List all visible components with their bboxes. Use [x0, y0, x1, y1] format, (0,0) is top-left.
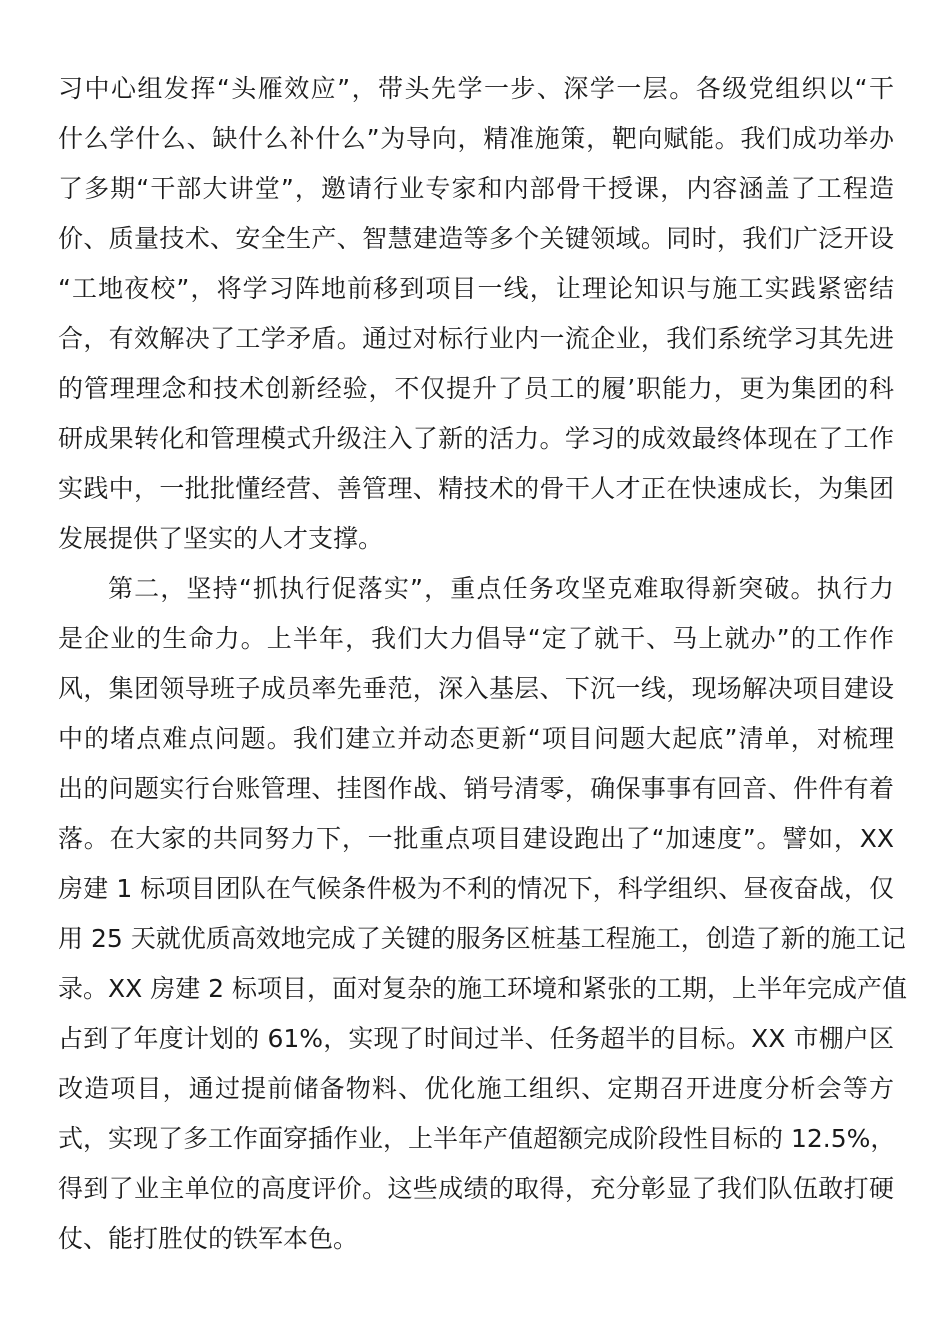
text-line: 的管理理念和技术创新经验，不仅提升了员工的履’职能力，更为集团的科: [58, 374, 894, 403]
text-line: 研成果转化和管理模式升级注入了新的活力。学习的成效最终体现在了工作: [58, 424, 894, 453]
text-line: 合，有效解决了工学矛盾。通过对标行业内一流企业，我们系统学习其先进: [58, 324, 894, 353]
paragraph-2: [58, 564, 908, 1264]
text-line: 得到了业主单位的高度评价。这些成绩的取得，充分彰显了我们队伍敢打硬: [58, 1174, 894, 1203]
text-line: 第二，坚持“抓执行促落实”，重点任务攻坚克难取得新突破。执行力: [108, 574, 894, 603]
text-line: 是企业的生命力。上半年，我们大力倡导“定了就干、马上就办”的工作作: [58, 624, 894, 653]
text-line: 了多期“干部大讲堂”，邀请行业专家和内部骨干授课，内容涵盖了工程造: [58, 174, 894, 203]
text-line: 什么学什么、缺什么补什么”为导向，精准施策，靶向赋能。我们成功举办: [58, 124, 894, 153]
text-line: 落。在大家的共同努力下，一批重点项目建设跑出了“加速度”。譬如，XX: [58, 824, 894, 853]
text-line: 出的问题实行台账管理、挂图作战、销号清零，确保事事有回音、件件有着: [58, 774, 894, 803]
text-line: 占到了年度计划的 61%，实现了时间过半、任务超半的目标。XX 市棚户区: [58, 1024, 894, 1053]
text-line: 实践中，一批批懂经营、善管理、精技术的骨干人才正在快速成长，为集团: [58, 474, 894, 503]
text-line: 改造项目，通过提前储备物料、优化施工组织、定期召开进度分析会等方: [58, 1074, 894, 1103]
text-line: 发展提供了坚实的人才支撑。: [58, 524, 384, 553]
text-line: 习中心组发挥“头雁效应”，带头先学一步、深学一层。各级党组织以“干: [58, 74, 894, 103]
paragraph-1: [58, 64, 894, 564]
text-line: “工地夜校”，将学习阵地前移到项目一线，让理论知识与施工实践紧密结: [58, 274, 894, 303]
text-line: 式，实现了多工作面穿插作业，上半年产值超额完成阶段性目标的 12.5%，: [58, 1124, 896, 1153]
text-line: 风，集团领导班子成员率先垂范，深入基层、下沉一线，现场解决项目建设: [58, 674, 894, 703]
text-line: 用 25 天就优质高效地完成了关键的服务区桩基工程施工，创造了新的施工记: [58, 924, 906, 953]
text-line: 仗、能打胜仗的铁军本色。: [58, 1224, 359, 1253]
text-line: 房建 1 标项目团队在气候条件极为不利的情况下，科学组织、昼夜奋战，仅: [58, 874, 894, 903]
text-line: 录。XX 房建 2 标项目，面对复杂的施工环境和紧张的工期，上半年完成产值: [58, 974, 908, 1003]
body-text: [58, 64, 908, 1264]
text-line: 中的堵点难点问题。我们建立并动态更新“项目问题大起底”清单，对梳理: [58, 724, 894, 753]
text-line: 价、质量技术、安全生产、智慧建造等多个关键领域。同时，我们广泛开设: [58, 224, 894, 253]
